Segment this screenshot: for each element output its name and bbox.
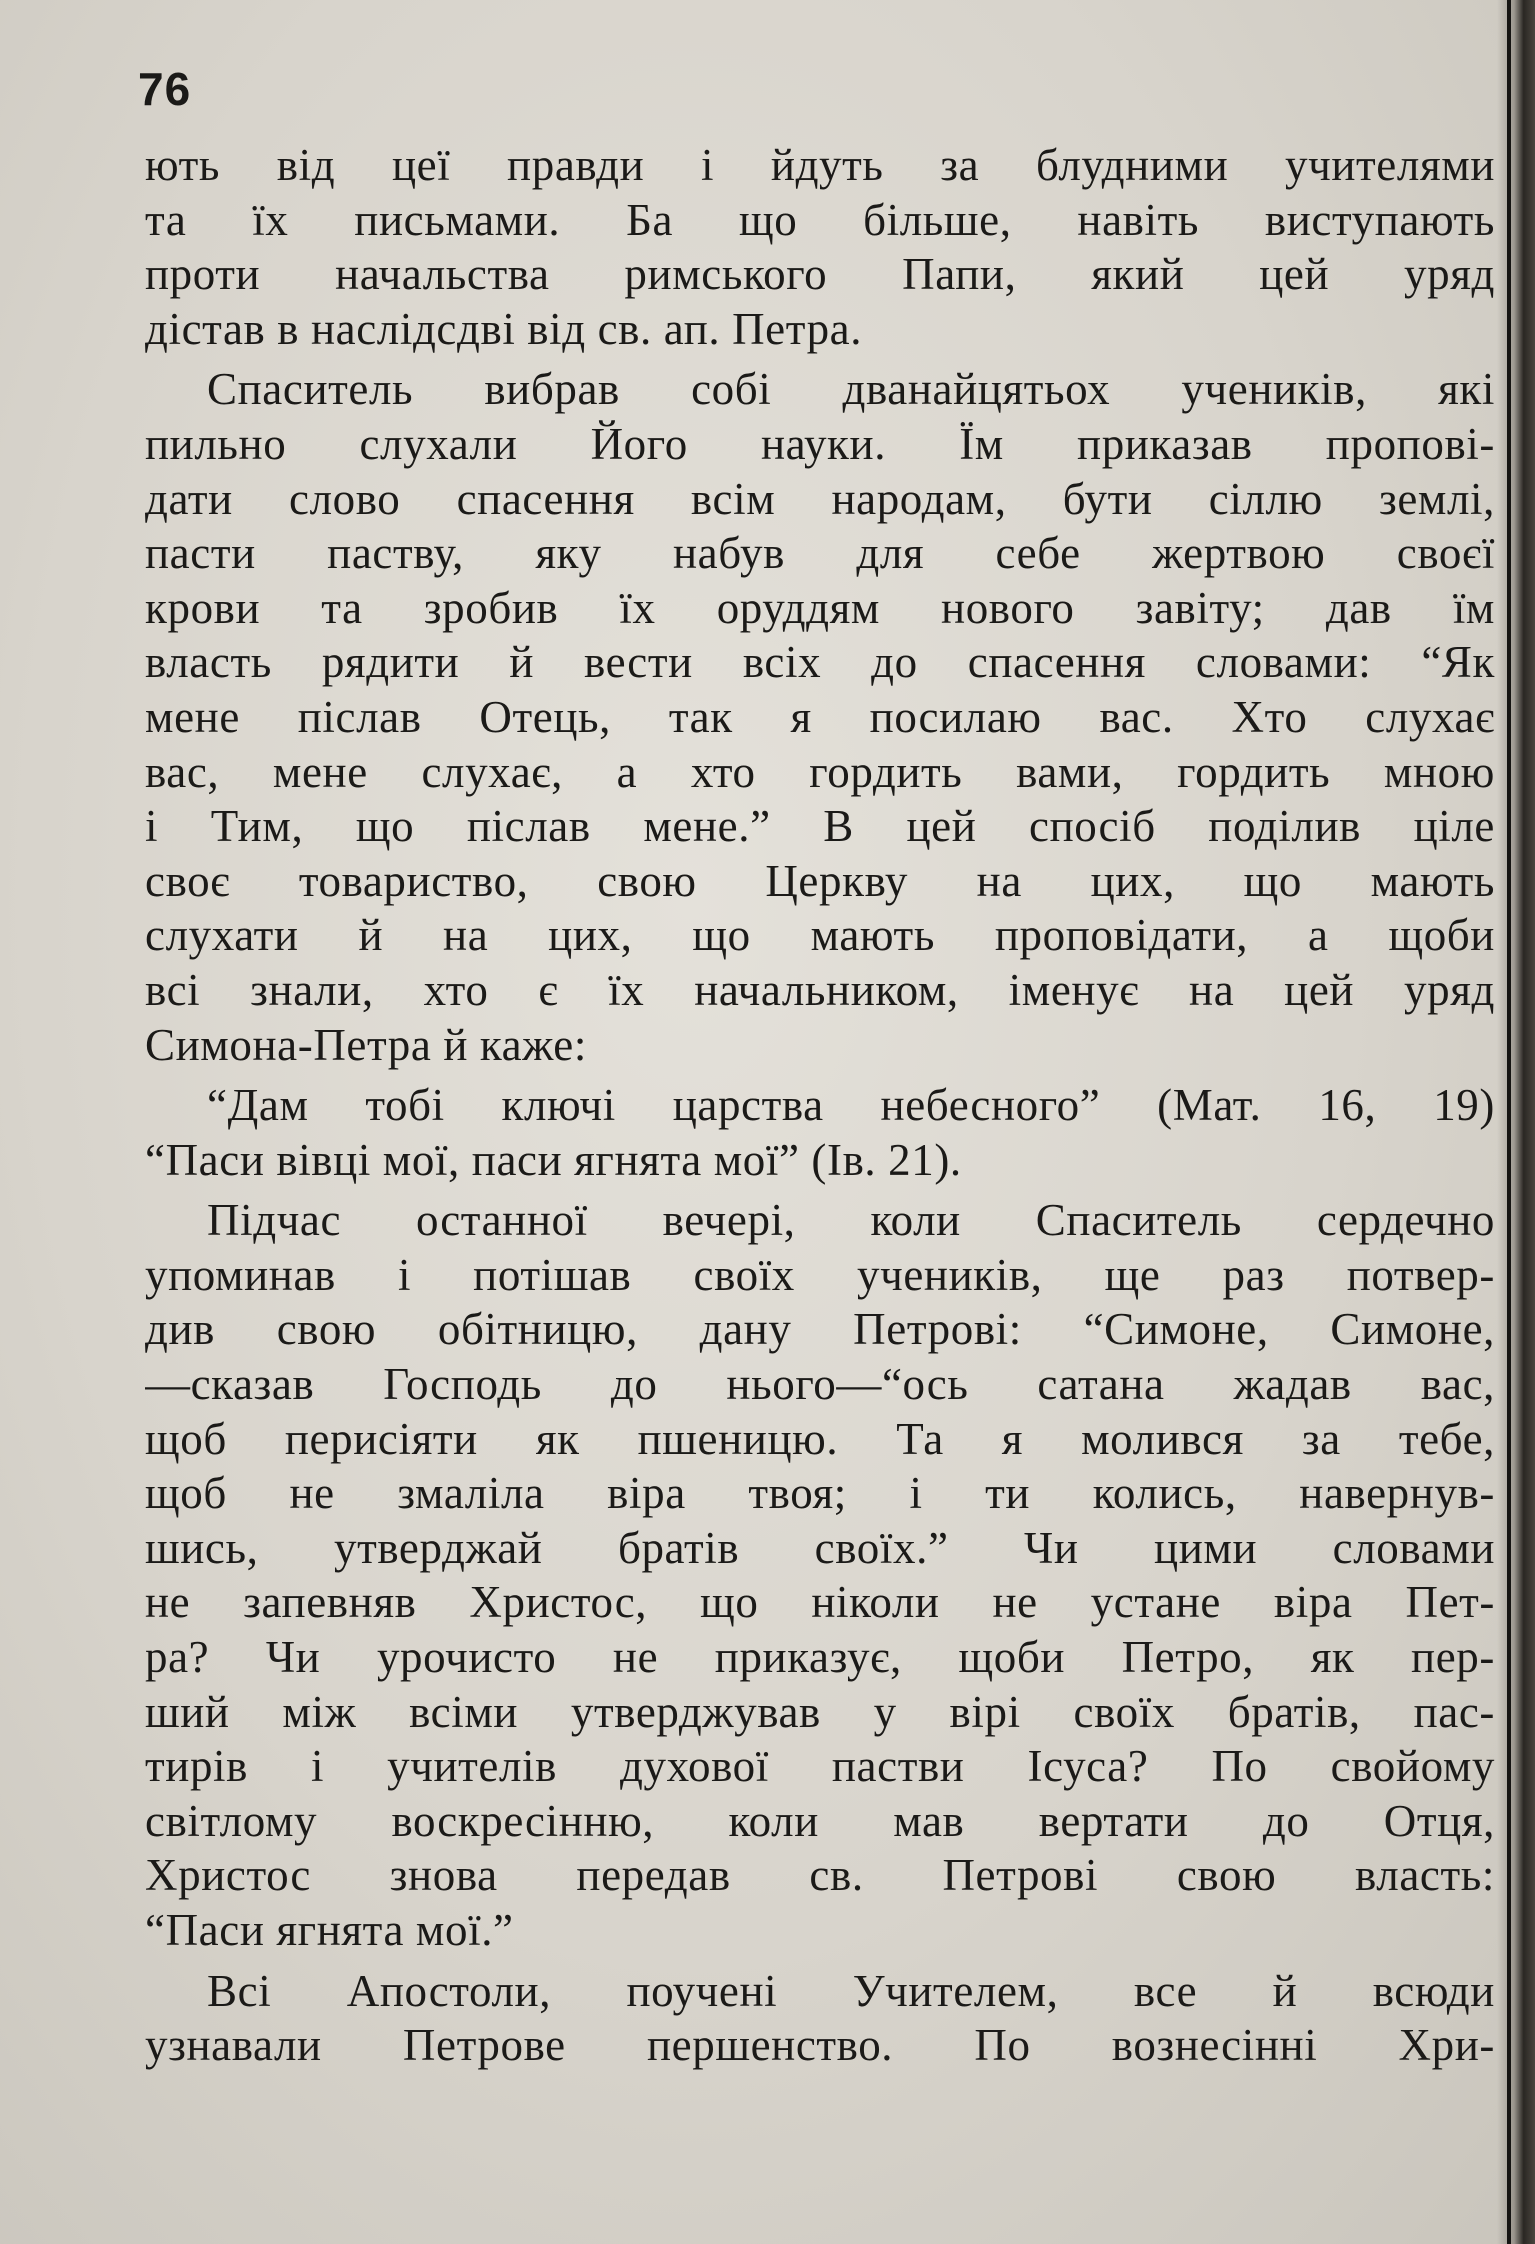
text-line: узнавали Петрове першенство. По вознесінні Хри- [145,2020,1495,2071]
text-line: та їх письмами. Ба що більше, навіть виступають [145,194,1495,245]
page-number: 76 [138,63,192,115]
text-line: мене післав Отець, так я посилаю вас. Хто слухає [145,691,1495,742]
text-line: проти начальства римського Папи, який цей уряд [145,249,1495,300]
body-text [145,138,1495,2073]
text-line: вас, мене слухає, а хто гордить вами, гордить мною [145,746,1495,797]
text-line: щоб не змаліла віра твоя; і ти колись, навернув- [145,1468,1495,1519]
text-line: Христос знова передав св. Петрові свою власть: [145,1850,1495,1901]
text-line: власть рядити й вести всіх до спасення словами: “Як [145,637,1495,688]
text-line: світлому воскресінню, коли мав вертати до Отця, [145,1795,1495,1846]
text-line: Симона-Петра й каже: [145,1019,587,1070]
book-spine-shadow [1497,0,1535,2244]
text-line: ра? Чи урочисто не приказує, щоби Петро, як пер- [145,1632,1495,1683]
book-spine-edge [1507,0,1511,2244]
text-line: не запевняв Христос, що ніколи не устане віра Пет- [145,1577,1495,1628]
text-line: щоб перисіяти як пшеницю. Та я молився за тебе, [145,1413,1495,1464]
text-line: Всі Апостоли, поучені Учителем, все й всюди [207,1965,1495,2016]
text-line: ший між всіми утверджував у вірі своїх братів, пас- [145,1686,1495,1737]
text-line: і Тим, що післав мене.” В цей спосіб поділив ціле [145,801,1495,852]
text-line: тирів і учителів духової пастви Ісуса? По свойому [145,1741,1495,1792]
text-line: Підчас останної вечері, коли Спаситель сердечно [207,1195,1495,1246]
text-line: “Паси ягнята мої.” [145,1905,514,1955]
text-line: Спаситель вибрав собі дванайцятьох учеників, які [207,364,1495,415]
text-line: —сказав Господь до нього—“ось сатана жадав вас, [145,1359,1495,1410]
text-line: пасти паству, яку набув для себе жертвою своєї [145,528,1495,579]
text-line: ють від цеї правди і йдуть за блудними учителями [145,140,1495,190]
text-line: дістав в наслідсдві від св. ап. Петра. [145,303,863,354]
text-line: дати слово спасення всім народам, бути сіллю землі, [145,473,1495,524]
text-line: упоминав і потішав своїх учеників, ще раз потвер- [145,1249,1495,1300]
text-line: пильно слухали Його науки. Їм приказав пропові- [145,418,1495,469]
text-line: “Паси вівці мої, паси ягнята мої” (Ів. 21). [145,1134,962,1185]
text-line: своє товариство, свою Церкву на цих, що мають [145,855,1495,906]
text-line: див свою обітницю, дану Петрові: “Симоне, Симоне, [145,1304,1495,1355]
text-line: шись, утверджай братів своїх.” Чи цими словами [145,1522,1495,1573]
text-line: всі знали, хто є їх начальником, іменує на цей уряд [145,964,1495,1015]
text-line: слухати й на цих, що мають проповідати, а щоби [145,910,1495,961]
text-line: крови та зробив їх оруддям нового завіту; дав їм [145,582,1495,633]
text-line: “Дам тобі ключі царства небесного” (Мат. 16, 19) [207,1080,1495,1131]
